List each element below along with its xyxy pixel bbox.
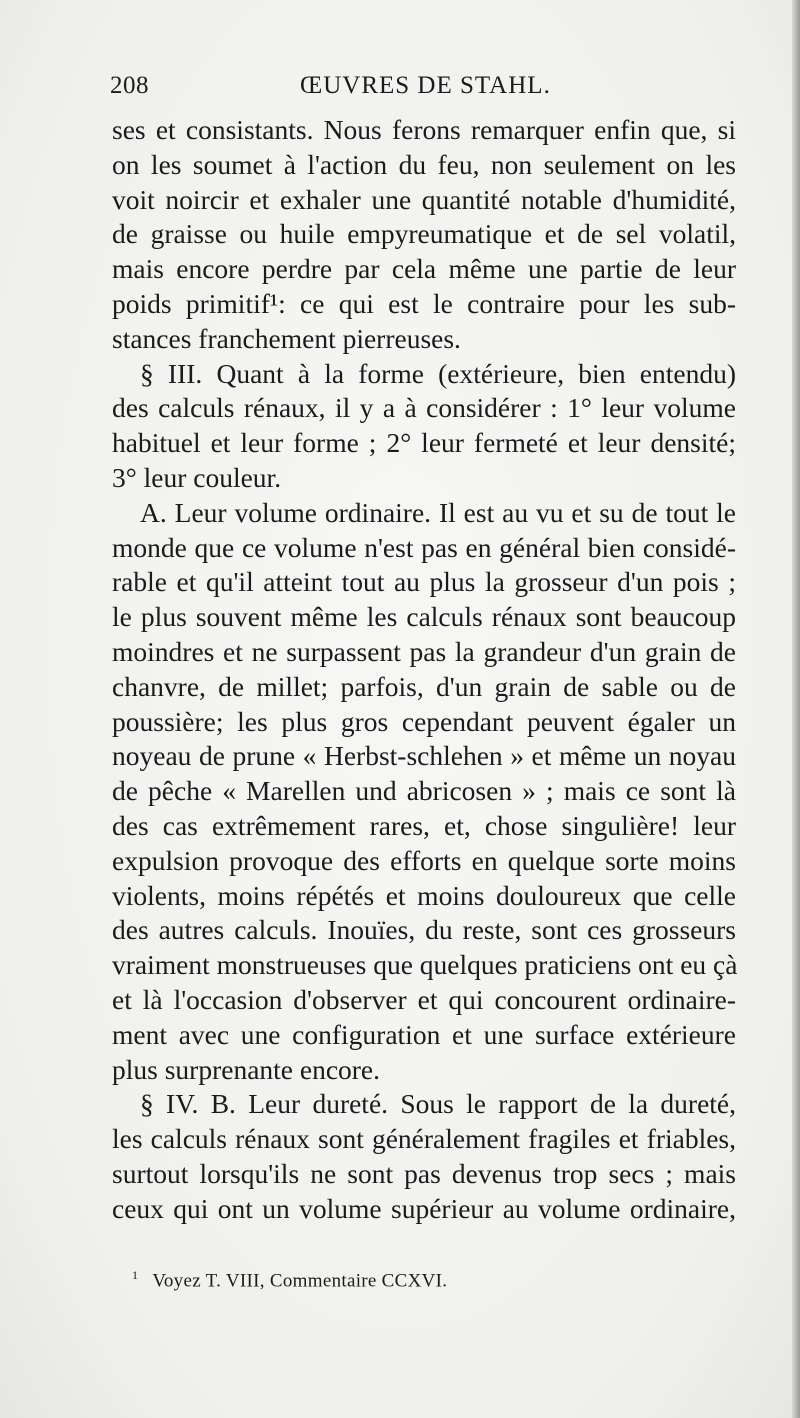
text-line: violents, moins répétés et moins douloureux que celle — [112, 879, 736, 911]
text-line: plus surprenante encore. — [112, 1053, 381, 1085]
text-line: expulsion provoque des efforts en quelque sorte moins — [112, 844, 736, 876]
text-line: monde que ce volume n'est pas en général bien considé- — [112, 531, 736, 563]
text-line: moindres et ne surpassent pas la grandeur d'un grain de — [112, 635, 736, 667]
text-line: § III. Quant à la forme (extérieure, bien entendu) — [140, 357, 736, 389]
text-line: noyeau de prune « Herbst-schlehen » et même un noyau — [112, 740, 736, 772]
text-line: voit noircir et exhaler une quantité notable d'humidité, — [112, 183, 736, 215]
text-line: des calculs rénaux, il y a à considérer : 1° leur volume — [112, 392, 736, 424]
page-edge-shadow — [792, 0, 800, 1418]
text-line: ses et consistants. Nous ferons remarquer enfin que, si — [112, 114, 736, 145]
text-line: poids primitif¹: ce qui est le contraire pour les sub- — [112, 287, 736, 319]
text-line: on les soumet à l'action du feu, non seulement on les — [112, 148, 736, 180]
text-line: ment avec une configuration et une surface extérieure — [112, 1018, 736, 1050]
text-line: des cas extrêmement rares, et, chose singulière! leur — [112, 809, 736, 841]
text-line: des autres calculs. Inouïes, du reste, sont ces grosseurs — [112, 914, 736, 946]
text-line: de pêche « Marellen und abricosen » ; mais ce sont là — [112, 775, 736, 807]
text-line: ceux qui ont un volume supérieur au volume ordinaire, — [112, 1192, 736, 1224]
text-line: mais encore perdre par cela même une partie de leur — [112, 253, 736, 285]
footnote-marker: 1 — [132, 1268, 139, 1282]
footnote — [132, 1268, 632, 1292]
text-line: § IV. B. Leur dureté. Sous le rapport de la dureté, — [140, 1088, 736, 1120]
body-text — [112, 113, 736, 1227]
page-number: 208 — [110, 72, 149, 99]
text-line: A. Leur volume ordinaire. Il est au vu et su de tout le — [140, 496, 736, 528]
text-line: rable et qu'il atteint tout au plus la grosseur d'un pois ; — [112, 566, 736, 598]
text-line: vraiment monstrueuses que quelques praticiens ont eu çà — [112, 949, 738, 981]
running-header — [110, 72, 730, 112]
footnote-text: Voyez T. VIII, Commentaire CCXVI. — [152, 1270, 448, 1292]
text-line: surtout lorsqu'ils ne sont pas devenus trop secs ; mais — [112, 1157, 736, 1189]
text-line: le plus souvent même les calculs rénaux sont beaucoup — [112, 601, 736, 633]
text-line: les calculs rénaux sont généralement fragiles et friables, — [112, 1123, 736, 1155]
text-line: de graisse ou huile empyreumatique et de sel volatil, — [112, 218, 736, 250]
text-line: et là l'occasion d'observer et qui concourent ordinaire- — [112, 983, 736, 1015]
text-line: chanvre, de millet; parfois, d'un grain de sable ou de — [112, 670, 736, 702]
text-line: habituel et leur forme ; 2° leur fermeté et leur densité; — [112, 427, 736, 459]
text-line: 3° leur couleur. — [112, 461, 282, 493]
text-line: poussière; les plus gros cependant peuvent égaler un — [112, 705, 736, 737]
running-title: ŒUVRES DE STAHL. — [300, 72, 551, 99]
text-line: stances franchement pierreuses. — [112, 322, 461, 354]
